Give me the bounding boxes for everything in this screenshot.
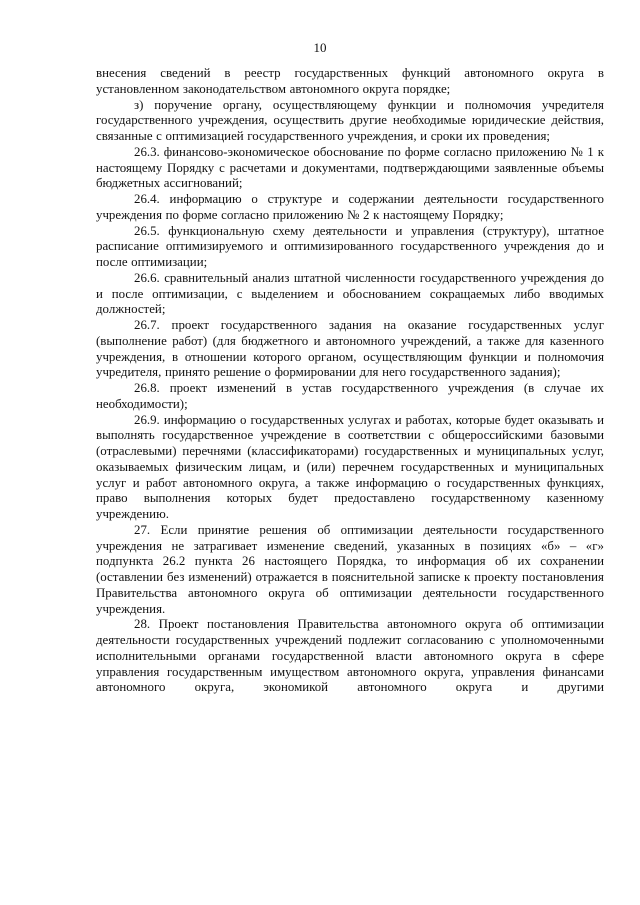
paragraph-26-4: 26.4. информацию о структуре и содержании деятельности государственного учреждения по форме согласно приложению № 2 к настоящему Порядку; <box>96 192 604 222</box>
paragraph-subitem-z: з) поручение органу, осуществляющему функции и полномочия учредителя государственного учреждения, осуществить другие необходимые юридические действия, связанные с оптимизацией государственного учреждения, и сроки их проведения; <box>96 97 604 143</box>
paragraph-26-7: 26.7. проект государственного задания на оказание государственных услуг (выполнение работ) (для бюджетного и автономного учреждений, а также для казенного учреждения, в отношении которого органом, осуществляющим функции и полномочия учредителя, принято решение о формировании для него государственного задания); <box>96 318 604 380</box>
document-body <box>96 66 604 696</box>
paragraph-27: 27. Если принятие решения об оптимизации деятельности государственного учреждения не затрагивает изменение сведений, указанных в позициях «б» – «г» подпункта 26.2 пункта 26 настоящего Порядка, то информация об их сохранении (оставлении без изменений) отражается в пояснительной записке к проекту постановления Правительства автономного округа об оптимизации деятельности государственного учреждения. <box>96 522 604 616</box>
paragraph-26-8: 26.8. проект изменений в устав государственного учреждения (в случае их необходимости); <box>96 381 604 411</box>
page-number: 10 <box>313 40 327 55</box>
paragraph-26-9: 26.9. информацию о государственных услугах и работах, которые будет оказывать и выполнять государственное учреждение в соответствии с общероссийскими базовыми (отраслевыми) перечнями (классификаторами) государственных и муниципальных услуг, оказываемых физическим лицам, и (или) перечнем государственных и муниципальных услуг и работ автономного округа, а также информацию о государственных функциях, право выполнения которых будет предоставлено государственному казенному учреждению. <box>96 412 604 521</box>
paragraph-26-6: 26.6. сравнительный анализ штатной численности государственного учреждения до и после оптимизации, с выделением и обоснованием сокращаемых либо вводимых должностей; <box>96 270 604 317</box>
paragraph-26-5: 26.5. функциональную схему деятельности и управления (структуру), штатное расписание оптимизируемого и оптимизированного государственного учреждения до и после оптимизации; <box>96 223 604 269</box>
paragraph-26-3: 26.3. финансово-экономическое обоснование по форме согласно приложению № 1 к настоящему Порядку с расчетами и документами, подтверждающими заявленные объемы бюджетных ассигнований; <box>96 144 604 191</box>
paragraph-reestr-continuation: внесения сведений в реестр государственных функций автономного округа в установленном законодательством автономного округа порядке; <box>96 66 604 96</box>
paragraph-28: 28. Проект постановления Правительства автономного округа об оптимизации деятельности государственных учреждений подлежит согласованию с уполномоченными исполнительными органами государственной власти автономного округа в сфере управления государственным имуществом автономного округа, управления финансами автономного округа, экономикой автономного округа и другими <box>96 617 604 695</box>
